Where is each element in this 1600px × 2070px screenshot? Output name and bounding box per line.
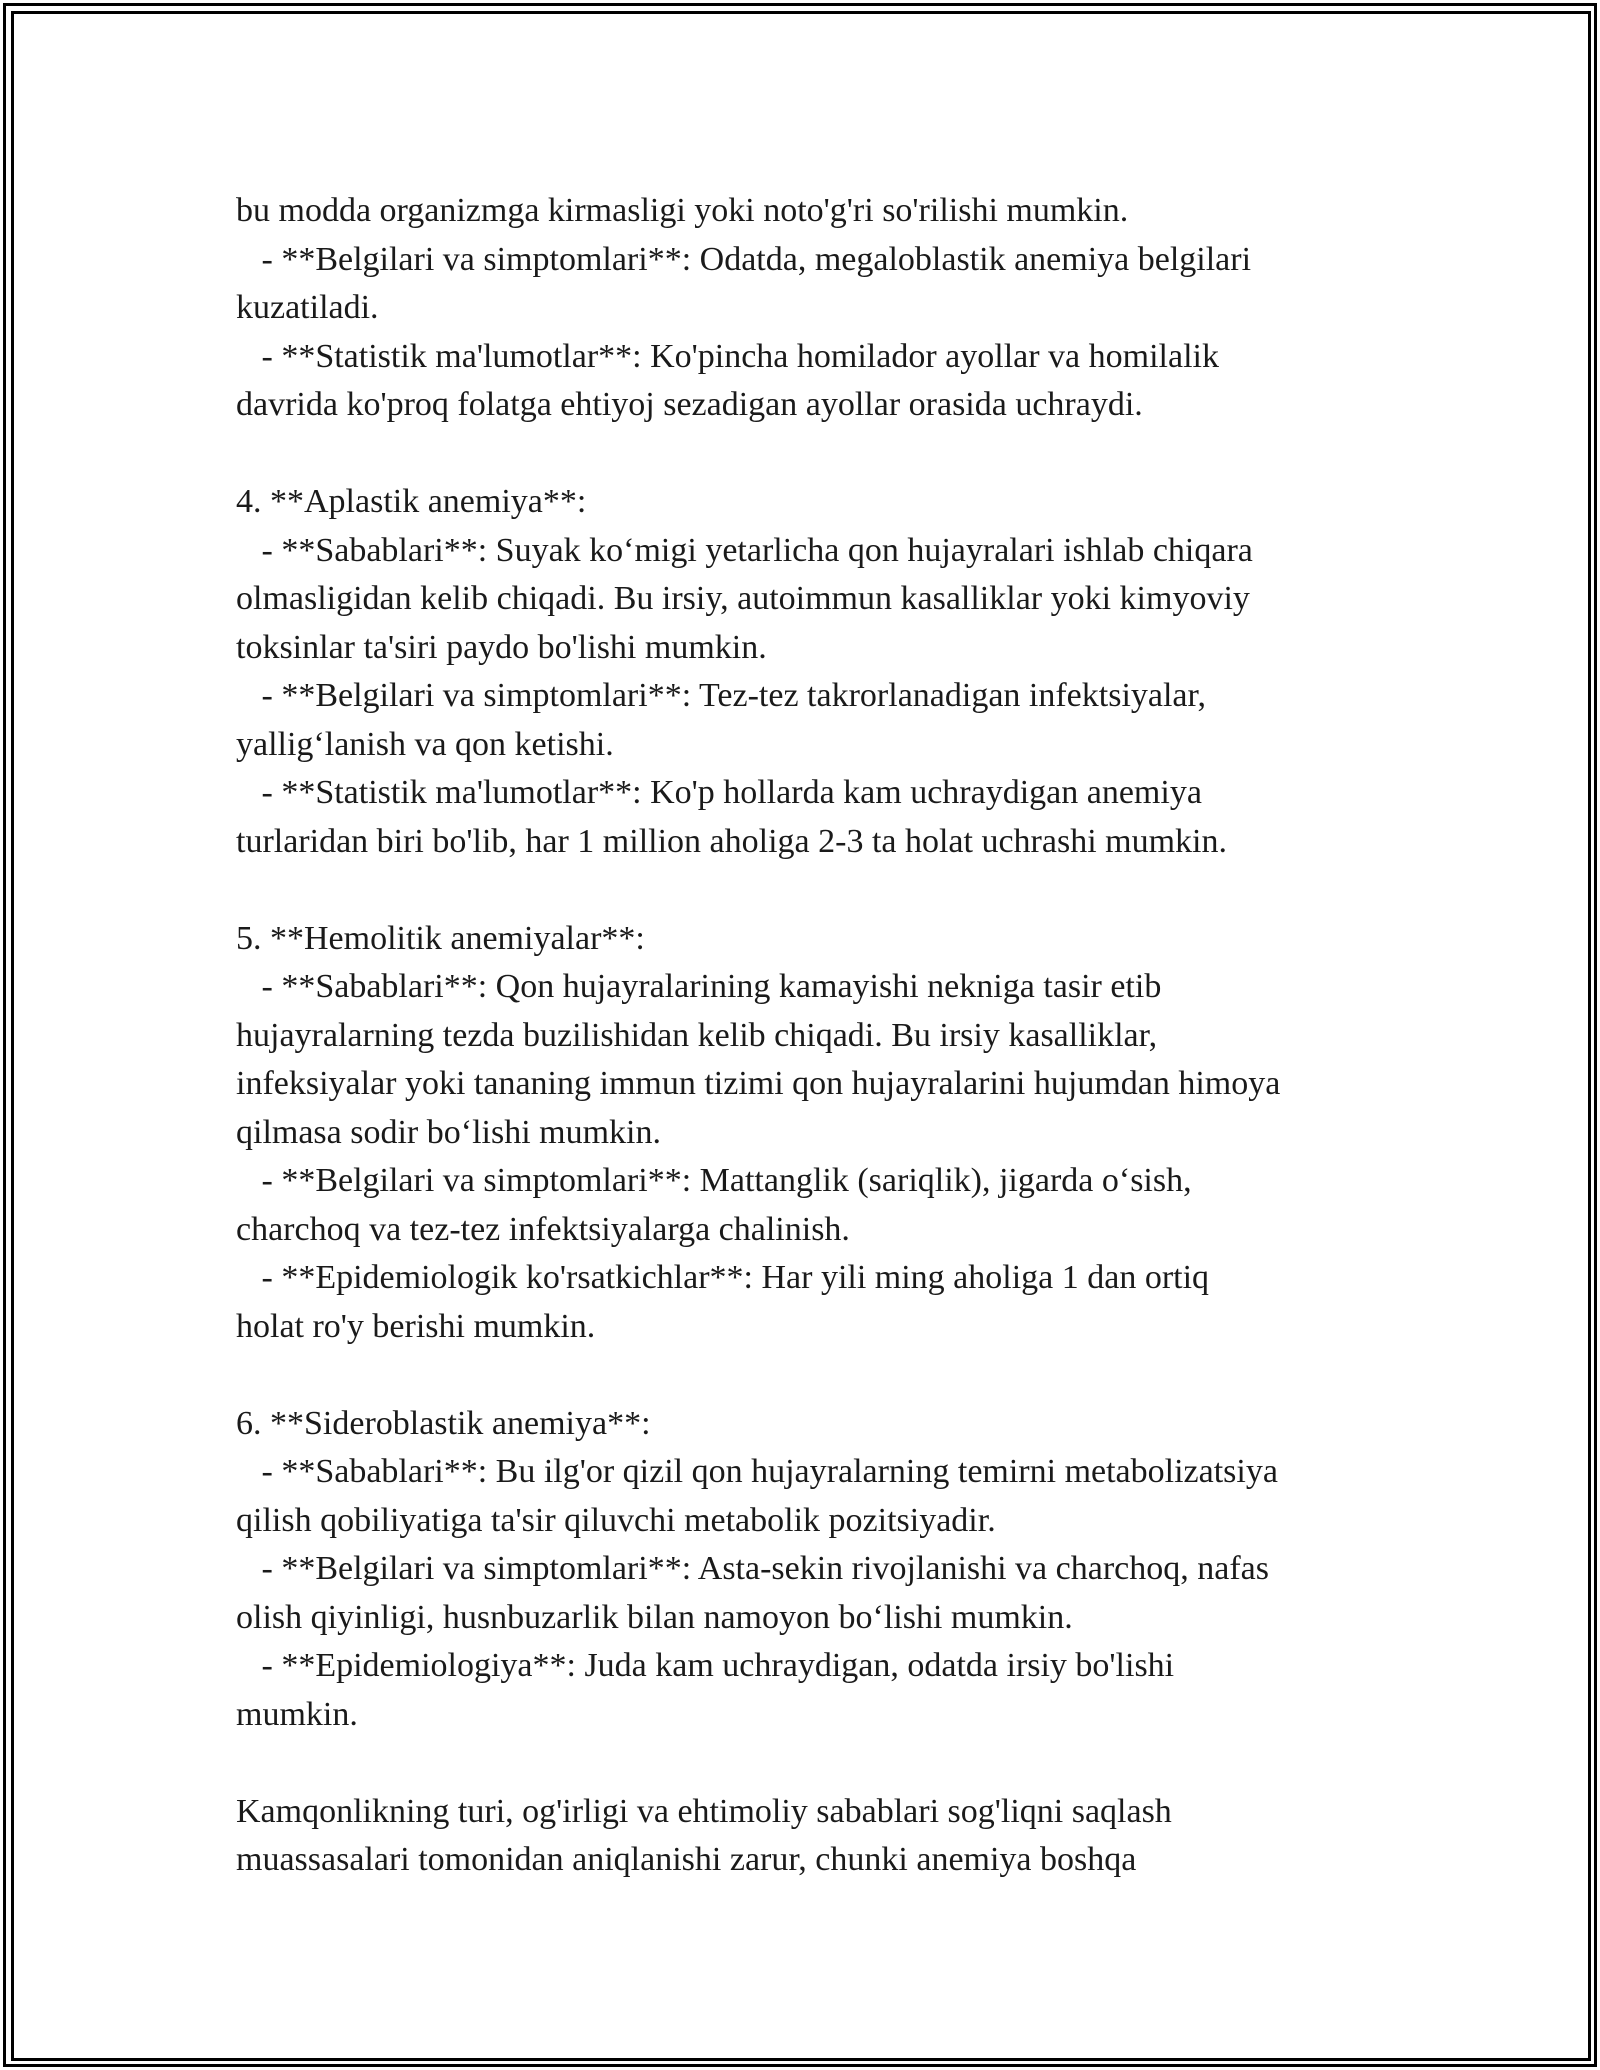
text-line: - **Epidemiologiya**: Juda kam uchraydigan, odatda irsiy bo'lishi xyxy=(236,1647,1175,1684)
text-line: yallig‘lanish va qon ketishi. xyxy=(236,725,614,763)
text-line: kuzatiladi. xyxy=(236,289,379,326)
text-line: - **Statistik ma'lumotlar**: Ko'pincha homilador ayollar va homilalik xyxy=(236,337,1219,375)
blank-line xyxy=(236,866,1386,915)
text-line: qilish qobiliyatiga ta'sir qiluvchi metabolik pozitsiyadir. xyxy=(236,1501,996,1539)
text-line: - **Sabablari**: Qon hujayralarining kamayishi nekniga tasir etib xyxy=(236,968,1162,1005)
section-heading: 4. **Aplastik anemiya**: xyxy=(236,483,587,520)
text-line: - **Sabablari**: Suyak ko‘migi yetarlicha qon hujayralari ishlab chiqara xyxy=(236,531,1253,569)
text-line: bu modda organizmga kirmasligi yoki noto'g'ri so'rilishi mumkin. xyxy=(236,192,1129,229)
text-line: charchoq va tez-tez infektsiyalarga chalinish. xyxy=(236,1210,850,1248)
document-body xyxy=(236,187,1386,1885)
text-line: toksinlar ta'siri paydo bo'lishi mumkin. xyxy=(236,628,767,666)
text-line: holat ro'y berishi mumkin. xyxy=(236,1307,596,1345)
text-line: turlaridan biri bo'lib, har 1 million aholiga 2-3 ta holat uchrashi mumkin. xyxy=(236,822,1227,860)
text-line: - **Statistik ma'lumotlar**: Ko'p hollarda kam uchraydigan anemiya xyxy=(236,774,1202,811)
section-heading: 5. **Hemolitik anemiyalar**: xyxy=(236,919,645,957)
text-line: olmasligidan kelib chiqadi. Bu irsiy, autoimmun kasalliklar yoki kimyoviy xyxy=(236,580,1250,617)
text-line: Kamqonlikning turi, og'irligi va ehtimoliy sabablari sog'liqni saqlash xyxy=(236,1792,1172,1830)
blank-line xyxy=(236,1739,1386,1788)
text-line: - **Epidemiologik ko'rsatkichlar**: Har yili ming aholiga 1 dan ortiq xyxy=(236,1259,1210,1296)
text-line: - **Belgilari va simptomlari**: Asta-sekin rivojlanishi va charchoq, nafas xyxy=(236,1550,1269,1587)
text-line: - **Belgilari va simptomlari**: Tez-tez takrorlanadigan infektsiyalar, xyxy=(236,677,1206,714)
text-line: hujayralarning tezda buzilishidan kelib chiqadi. Bu irsiy kasalliklar, xyxy=(236,1016,1158,1054)
text-line: davrida ko'proq folatga ehtiyoj sezadigan ayollar orasida uchraydi. xyxy=(236,386,1143,423)
blank-line xyxy=(236,1351,1386,1400)
text-line: muassasalari tomonidan aniqlanishi zarur, chunki anemiya boshqa xyxy=(236,1841,1137,1878)
text-line: olish qiyinligi, husnbuzarlik bilan namoyon bo‘lishi mumkin. xyxy=(236,1598,1073,1636)
blank-line xyxy=(236,430,1386,479)
text-line: - **Belgilari va simptomlari**: Mattanglik (sariqlik), jigarda o‘sish, xyxy=(236,1162,1192,1199)
text-line: infeksiyalar yoki tananing immun tizimi qon hujayralarini hujumdan himoya xyxy=(236,1065,1281,1102)
section-heading: 6. **Sideroblastik anemiya**: xyxy=(236,1404,651,1442)
text-line: - **Sabablari**: Bu ilg'or qizil qon hujayralarning temirni metabolizatsiya xyxy=(236,1453,1278,1490)
text-line: mumkin. xyxy=(236,1695,358,1733)
text-line: qilmasa sodir bo‘lishi mumkin. xyxy=(236,1113,661,1151)
text-line: - **Belgilari va simptomlari**: Odatda, megaloblastik anemiya belgilari xyxy=(236,240,1252,278)
